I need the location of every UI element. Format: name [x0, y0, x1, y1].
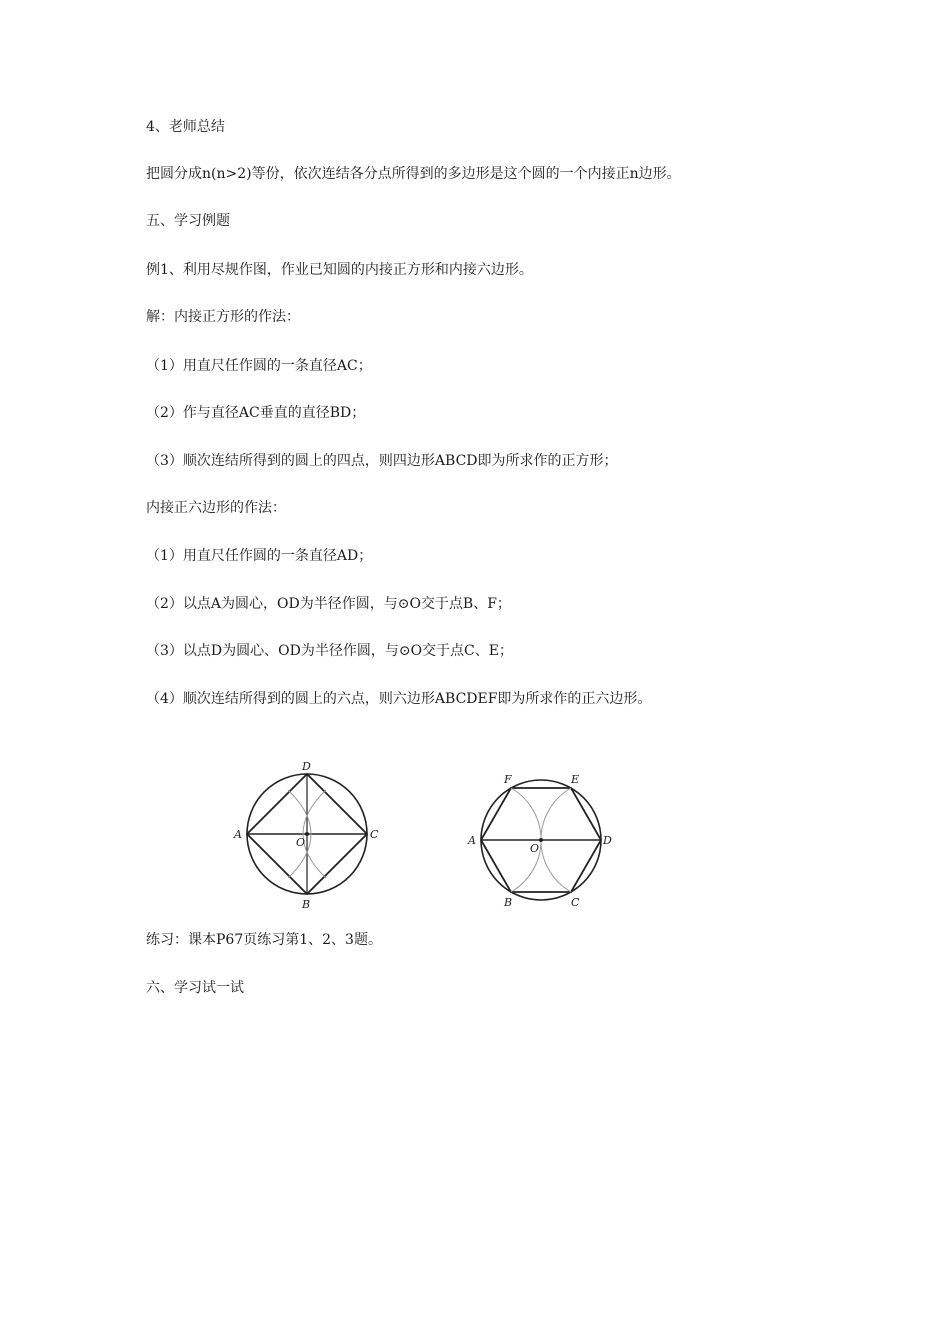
label-e: E [571, 773, 580, 786]
label-d: D [603, 834, 612, 847]
text-line-13: （4）顺次连结所得到的圆上的六点，则六边形ABCDEF即为所求作的正六边形。 [146, 691, 652, 707]
label-f: F [504, 773, 512, 786]
text-line-5: 解：内接正方形的作法： [146, 309, 300, 325]
text-line-8: （3）顺次连结所得到的圆上的四点，则四边形ABCD即为所求作的正方形； [146, 453, 618, 469]
text-line-10: （1）用直尺任作圆的一条直径AD； [146, 548, 373, 564]
text-line-12: （3）以点D为圆心、OD为半径作圆，与⊙O交于点C、E； [146, 643, 513, 659]
text-line-9: 内接正六边形的作法： [146, 500, 286, 516]
text-line-11: （2）以点A为圆心，OD为半径作圆，与⊙O交于点B、F； [146, 596, 511, 612]
label-o: O [296, 836, 306, 849]
hexagon-diagram [464, 770, 624, 915]
text-line-6: （1）用直尺任作圆的一条直径AC； [146, 358, 372, 374]
text-line-2: 把圆分成n(n>2)等份，依次连结各分点所得到的多边形是这个圆的一个内接正n边形。 [146, 166, 681, 182]
label-b: B [302, 898, 311, 911]
section-heading-six: 六、学习试一试 [146, 980, 244, 996]
label-b: B [504, 896, 513, 909]
text-line-3: 五、学习例题 [146, 213, 230, 229]
text-line-1: 4、老师总结 [146, 119, 225, 135]
figure-inscribed-square [230, 756, 390, 920]
text-line-4: 例1、利用尽规作图，作业已知圆的内接正方形和内接六边形。 [146, 262, 533, 278]
text-line-7: （2）作与直径AC垂直的直径BD； [146, 405, 366, 421]
label-c: C [571, 896, 580, 909]
center-point [539, 838, 543, 842]
label-a: A [234, 828, 242, 841]
label-c: C [370, 828, 379, 841]
center-point [305, 832, 309, 836]
label-o: O [530, 842, 540, 855]
label-a: A [468, 834, 476, 847]
exercise-line: 练习：课本P67页练习第1、2、3题。 [146, 932, 382, 948]
figure-inscribed-hexagon [464, 770, 624, 919]
label-d: D [302, 760, 311, 773]
square-diagram [230, 756, 390, 916]
